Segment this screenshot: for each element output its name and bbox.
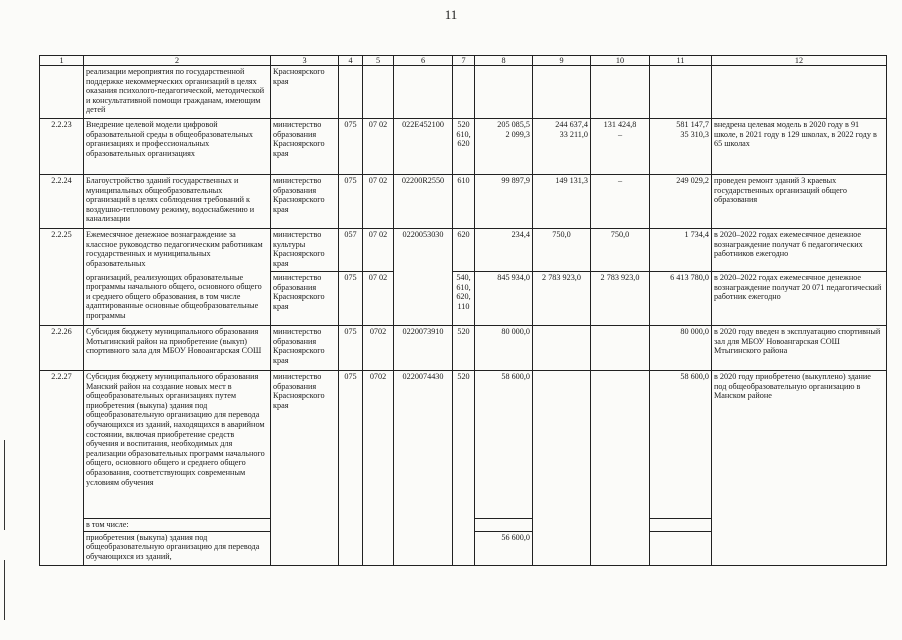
header-cell: 8 — [475, 56, 533, 66]
scan-margin-mark — [4, 440, 5, 530]
value-total-cell: 80 000,0 — [650, 326, 712, 371]
table-row — [40, 326, 887, 371]
section-cell: 0702 — [363, 326, 394, 371]
result-cell: в 2020–2022 годах ежемесячное денежное вознаграждение получат 6 педагогических работников ежегодно — [712, 229, 887, 272]
budget-table — [39, 55, 887, 566]
table-row — [40, 175, 887, 229]
result-cell: в 2020 году приобретено (выкуплено) здание под общеобразовательную организацию в Манском районе — [712, 371, 887, 566]
header-cell: 4 — [339, 56, 363, 66]
grbs-cell: 075 — [339, 326, 363, 371]
grbs-cell: 075 — [339, 175, 363, 229]
value-2022-cell: 2 783 923,0 — [591, 272, 650, 326]
result-cell: внедрена целевая модель в 2020 году в 91 школе, в 2021 году в 129 школах, в 2022 году в 65 школах — [712, 119, 887, 175]
section-cell: 07 02 — [363, 229, 394, 272]
table-row — [40, 229, 887, 272]
header-cell: 7 — [453, 56, 475, 66]
description-cell: Субсидия бюджету муниципального образования Манский район на создание новых мест в общеобразовательных организациях путем приобретения (выкупа) здания под общеобразовательную организацию для перевода обучающихся из зданий, находящихся в аварийном состоянии, включая приобретение средств обучения и воспитания, необходимых для реализации образовательных программ начального общего, основного общего и среднего общего образования, соответствующих современным условиям обучения — [84, 371, 271, 519]
description-cell: организаций, реализующих образовательные программы начального общего, основного общего и среднего общего образования, в том числе адаптированные основные общеобразовательные программы — [84, 272, 271, 326]
row-number-cell: 2.2.26 — [40, 326, 84, 371]
expense-type-cell: 520 — [453, 371, 475, 566]
value-total-cell: 249 029,2 — [650, 175, 712, 229]
table-row — [40, 371, 887, 519]
target-code-cell: 0220074430 — [394, 371, 453, 566]
description-cell: Благоустройство зданий государственных и муниципальных общеобразовательных организаций в целях соблюдения требований к воздушно-тепловому режиму, водоснабжению и канализации — [84, 175, 271, 229]
value-total-cell: 1 734,4 — [650, 229, 712, 272]
expense-type-cell: 620 — [453, 229, 475, 272]
value-2020-cell: 205 085,5 2 099,3 — [475, 119, 533, 175]
row-number-cell: 2.2.23 — [40, 119, 84, 175]
value-2020-cell: 58 600,0 — [475, 371, 533, 519]
executor-cell: министерство образования Красноярского края — [271, 371, 339, 566]
header-cell: 2 — [84, 56, 271, 66]
executor-cell: министерство образования Красноярского края — [271, 175, 339, 229]
value-2021-cell: 149 131,3 — [533, 175, 591, 229]
value-2020-cell: 80 000,0 — [475, 326, 533, 371]
value-2022-cell: 750,0 — [591, 229, 650, 272]
value-total-cell: 58 600,0 — [650, 371, 712, 519]
executor-cell: министерство образования Красноярского края — [271, 119, 339, 175]
description-cell: Внедрение целевой модели цифровой образовательной среды в общеобразовательных организациях и профессиональных образовательных организациях — [84, 119, 271, 175]
scan-margin-mark — [4, 560, 5, 620]
description-cell: Субсидия бюджету муниципального образования Мотыгинский район на приобретение (выкуп) спортивного зала для МБОУ Новоангарская СОШ — [84, 326, 271, 371]
executor-cell: министерство культуры Красноярского края — [271, 229, 339, 272]
grbs-cell: 075 — [339, 371, 363, 566]
section-cell: 07 02 — [363, 175, 394, 229]
grbs-cell: 075 — [339, 119, 363, 175]
target-code-cell: 022Е452100 — [394, 119, 453, 175]
description-cell: реализации мероприятия по государственной поддержке некоммерческих организаций в целях оказания психолого-педагогической, методической и консультативной помощи гражданам, имеющим детей — [84, 66, 271, 119]
description-cell: приобретения (выкупа) здания под общеобразовательную организацию для перевода обучающихся из зданий, — [84, 531, 271, 565]
value-2021-cell: 750,0 — [533, 229, 591, 272]
executor-cell: Красноярского края — [271, 66, 339, 119]
section-cell: 07 02 — [363, 272, 394, 326]
value-2020-cell: 56 600,0 — [475, 531, 533, 565]
value-total-cell: 6 413 780,0 — [650, 272, 712, 326]
table-row — [40, 119, 887, 175]
value-2020-cell: 234,4 — [475, 229, 533, 272]
row-number-cell — [40, 66, 84, 119]
expense-type-cell: 520 — [453, 326, 475, 371]
result-cell: в 2020–2022 годах ежемесячное денежное вознаграждение получат 20 071 педагогический работник ежегодно — [712, 272, 887, 326]
header-cell: 10 — [591, 56, 650, 66]
section-cell: 07 02 — [363, 119, 394, 175]
target-code-cell: 0220073910 — [394, 326, 453, 371]
value-2021-cell: 244 637,4 33 211,0 — [533, 119, 591, 175]
result-cell: проведен ремонт зданий 3 краевых государственных организаций общего образования — [712, 175, 887, 229]
description-cell: Ежемесячное денежное вознаграждение за классное руководство педагогическим работникам государственных и муниципальных образовательных — [84, 229, 271, 272]
header-cell: 6 — [394, 56, 453, 66]
table-header-row — [40, 56, 887, 66]
row-number-cell: 2.2.27 — [40, 371, 84, 566]
header-cell: 9 — [533, 56, 591, 66]
value-2022-cell: 131 424,8 – — [591, 119, 650, 175]
value-2022-cell: – — [591, 175, 650, 229]
header-cell: 11 — [650, 56, 712, 66]
expense-type-cell: 520 610, 620 — [453, 119, 475, 175]
table-row — [40, 272, 887, 326]
result-cell: в 2020 году введен в эксплуатацию спортивный зал для МБОУ Новоангарская СОШ Мтыгинского района — [712, 326, 887, 371]
target-code-cell: 02200R2550 — [394, 175, 453, 229]
executor-cell: министерство образования Красноярского края — [271, 272, 339, 326]
row-number-cell: 2.2.24 — [40, 175, 84, 229]
value-total-cell: 581 147,7 35 310,3 — [650, 119, 712, 175]
header-cell: 1 — [40, 56, 84, 66]
target-code-cell: 0220053030 — [394, 229, 453, 326]
table-row — [40, 66, 887, 119]
value-2020-cell: 845 934,0 — [475, 272, 533, 326]
page-number: 11 — [444, 7, 458, 22]
grbs-cell: 075 — [339, 272, 363, 326]
header-cell: 3 — [271, 56, 339, 66]
description-cell: в том числе: — [84, 519, 271, 532]
value-2020-cell: 99 897,9 — [475, 175, 533, 229]
executor-cell: министерство образования Красноярского края — [271, 326, 339, 371]
expense-type-cell: 540, 610, 620, 110 — [453, 272, 475, 326]
section-cell: 0702 — [363, 371, 394, 566]
header-cell: 5 — [363, 56, 394, 66]
value-2021-cell: 2 783 923,0 — [533, 272, 591, 326]
header-cell: 12 — [712, 56, 887, 66]
grbs-cell: 057 — [339, 229, 363, 272]
expense-type-cell: 610 — [453, 175, 475, 229]
row-number-cell: 2.2.25 — [40, 229, 84, 326]
